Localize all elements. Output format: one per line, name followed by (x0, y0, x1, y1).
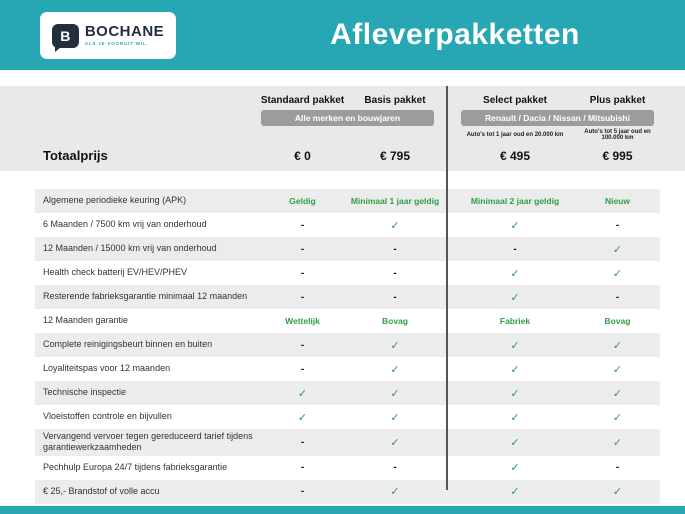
feature-row (35, 237, 660, 261)
feature-row (35, 381, 660, 405)
cell-value: - (300, 267, 305, 279)
cell-value: ✓ (390, 363, 400, 376)
cell-value: Bovag (382, 316, 408, 326)
cell-value: - (615, 291, 620, 303)
cell-value: - (300, 291, 305, 303)
logo-letter: B (60, 27, 71, 44)
bochane-logo (40, 12, 176, 59)
cell-value: - (300, 436, 305, 448)
row-label: Algemene periodieke keuring (APK) (43, 195, 187, 206)
feature-row (35, 333, 660, 357)
cell-value: ✓ (510, 363, 520, 376)
price-standaard: € 0 (294, 148, 311, 163)
badges-row (35, 110, 660, 126)
cell-value: Minimaal 1 jaar geldig (350, 196, 440, 206)
cell-value: ✓ (510, 411, 520, 424)
band-rows-spacer (0, 171, 685, 189)
column-headers-row (35, 93, 660, 110)
cell-value: - (300, 243, 305, 255)
logo-tagline: ALS JE VOORUIT WIL. (84, 41, 149, 47)
cell-value: ✓ (612, 243, 623, 256)
price-select: € 495 (499, 148, 531, 163)
cell-value: - (393, 462, 397, 473)
cell-value: - (300, 363, 305, 375)
feature-row (35, 189, 660, 213)
row-label: 12 Maanden garantie (43, 315, 129, 326)
feature-row (35, 405, 660, 429)
subnotes-row (35, 126, 660, 141)
bottom-teal-bar (0, 506, 685, 514)
row-label: Complete reinigingsbeurt binnen en buiten (43, 339, 213, 350)
logo-texts (85, 24, 164, 46)
feature-row (35, 309, 660, 333)
cell-value: - (300, 486, 305, 497)
cell-value: ✓ (510, 339, 520, 352)
totaalprijs-row (35, 148, 660, 163)
cell-value: ✓ (612, 486, 623, 498)
cell-value: ✓ (390, 436, 400, 449)
cell-value: ✓ (612, 411, 623, 424)
row-label: 12 Maanden / 15000 km vrij van onderhoud (43, 243, 217, 254)
cell-value: ✓ (297, 387, 308, 400)
cell-value: ✓ (510, 267, 520, 280)
cell-value: ✓ (390, 339, 400, 352)
subnote-plus: Auto's tot 5 jaar oud en 100.000 km (584, 129, 651, 141)
table-header-band (0, 86, 685, 171)
cell-value: ✓ (390, 219, 400, 232)
cell-value: Bovag (604, 316, 631, 326)
cell-value: Wettelijk (285, 316, 320, 326)
logo-name: BOCHANE (84, 23, 165, 41)
cell-value: - (615, 462, 620, 473)
cell-value: Geldig (289, 196, 316, 206)
top-header-bar (0, 0, 685, 70)
feature-row (35, 480, 660, 504)
cell-value: Minimaal 2 jaar geldig (470, 196, 560, 206)
feature-row (35, 429, 660, 456)
badge-all-brands: Alle merken en bouwjaren (261, 110, 434, 126)
cell-value: - (513, 243, 517, 255)
column-header-basis: Basis pakket (364, 95, 426, 106)
row-label: Pechhulp Europa 24/7 tijdens fabrieksgarantie (43, 461, 228, 472)
cell-value: Fabriek (499, 316, 531, 326)
feature-row (35, 456, 660, 480)
cell-value: ✓ (612, 267, 623, 280)
row-label: Resterende fabrieksgarantie minimaal 12 maanden (43, 291, 248, 302)
cell-value: ✓ (297, 411, 308, 424)
row-label: Vervangend vervoer tegen gereduceerd tarief tijdens garantiewerkzaamheden (43, 431, 253, 453)
cell-value: ✓ (612, 436, 623, 449)
cell-value: ✓ (510, 486, 520, 498)
row-label: Health check batterij EV/HEV/PHEV (43, 267, 188, 278)
row-label: Technische inspectie (43, 387, 127, 398)
column-header-select: Select pakket (483, 95, 547, 106)
page-title: Afleverpakketten (330, 18, 580, 51)
column-header-standaard: Standaard pakket (260, 95, 345, 106)
cell-value: - (300, 339, 305, 351)
row-label: 6 Maanden / 7500 km vrij van onderhoud (43, 219, 207, 230)
cell-value: - (300, 462, 305, 473)
cell-value: ✓ (390, 486, 400, 498)
cell-value: ✓ (612, 363, 623, 376)
cell-value: ✓ (510, 387, 520, 400)
cell-value: ✓ (510, 436, 520, 449)
header-gap (0, 70, 685, 86)
cell-value: ✓ (612, 387, 623, 400)
cell-value: ✓ (510, 462, 520, 474)
row-label: Vloeistoffen controle en bijvullen (43, 411, 172, 422)
cell-value: ✓ (510, 291, 520, 304)
cell-value: ✓ (390, 387, 400, 400)
row-label: Loyaliteitspas voor 12 maanden (43, 363, 171, 374)
price-plus: € 995 (602, 148, 633, 163)
cell-value: - (393, 243, 397, 255)
cell-value: - (615, 219, 620, 231)
cell-value: - (393, 267, 397, 279)
feature-row (35, 285, 660, 309)
row-label: € 25,- Brandstof of volle accu (43, 485, 160, 496)
feature-row (35, 261, 660, 285)
feature-rows (35, 189, 660, 504)
bochane-logo-icon (52, 24, 79, 48)
feature-row (35, 357, 660, 381)
column-group-divider (446, 86, 448, 490)
subnote-select: Auto's tot 1 jaar oud en 20.000 km (466, 132, 564, 138)
badge-renault-dacia-nissan-mitsubishi: Renault / Dacia / Nissan / Mitsubishi (461, 110, 654, 126)
feature-row (35, 213, 660, 237)
cell-value: ✓ (612, 339, 623, 352)
cell-value: - (300, 219, 305, 231)
cell-value: - (393, 291, 397, 303)
cell-value: Nieuw (604, 196, 631, 206)
totaalprijs-label: Totaalprijs (43, 148, 108, 163)
cell-value: ✓ (390, 411, 400, 424)
column-header-plus: Plus pakket (589, 95, 646, 106)
price-basis: € 795 (379, 148, 411, 163)
cell-value: ✓ (510, 219, 520, 232)
